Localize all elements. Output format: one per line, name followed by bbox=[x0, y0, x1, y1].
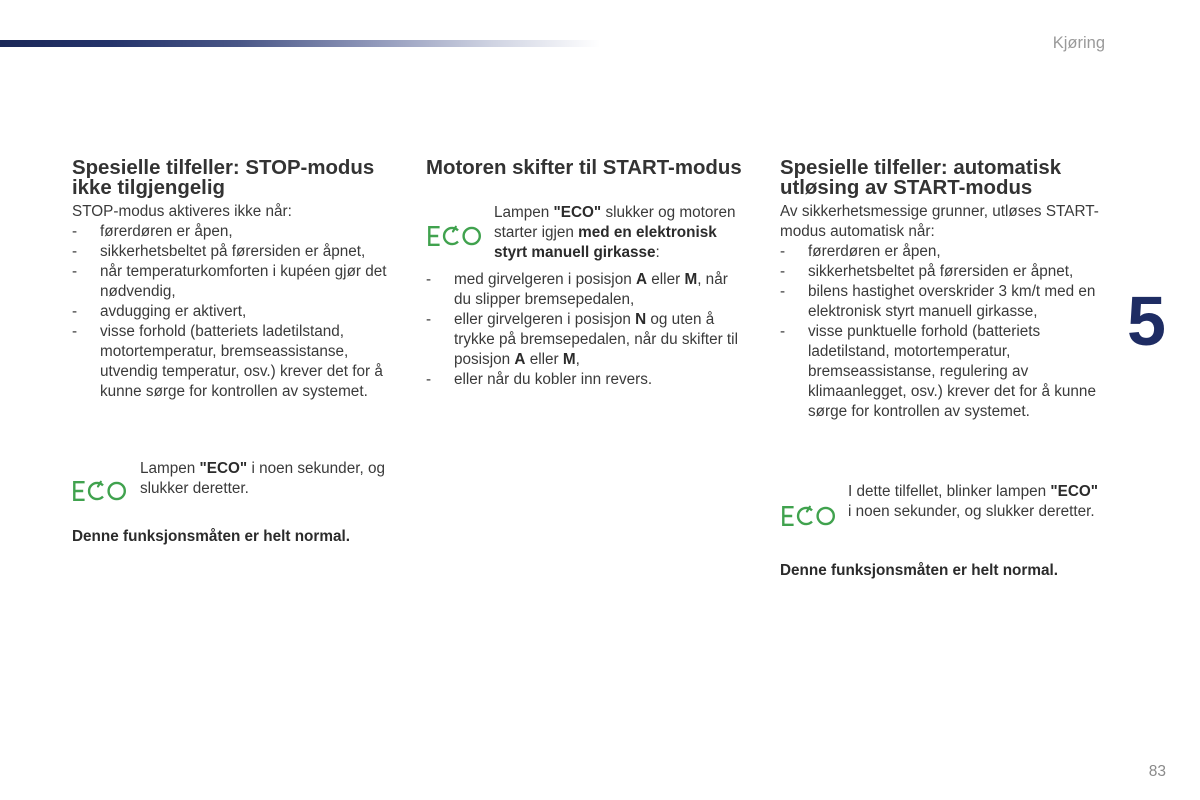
eco-label: "ECO" bbox=[1050, 483, 1099, 500]
eco-lamp-text bbox=[848, 482, 1098, 522]
list-bullet: - bbox=[780, 263, 786, 280]
list-bullet: - bbox=[426, 371, 432, 388]
list-item-text bbox=[454, 350, 738, 370]
column-stop-mode-unavailable bbox=[72, 0, 412, 800]
list-item-text: du slipper bremsepedalen, bbox=[454, 291, 635, 308]
list-bullet: - bbox=[72, 323, 78, 340]
heading-line: utløsing av START-modus bbox=[780, 177, 1033, 199]
text-segment: , når bbox=[697, 271, 728, 288]
gear-position: M bbox=[684, 271, 698, 288]
gear-position: A bbox=[514, 351, 526, 368]
gear-position: N bbox=[635, 311, 647, 328]
list-item bbox=[72, 322, 387, 402]
text-segment: posisjon bbox=[454, 351, 511, 368]
list-item bbox=[426, 370, 738, 390]
list-bullet: - bbox=[780, 283, 786, 300]
list-bullet: - bbox=[72, 303, 78, 320]
list-item-text: nødvendig, bbox=[100, 283, 176, 300]
section-heading bbox=[426, 158, 742, 178]
text-line bbox=[140, 459, 385, 479]
section-heading bbox=[780, 158, 1061, 198]
eco-icon bbox=[72, 480, 126, 502]
list-item-text: elektronisk styrt manuell girkasse, bbox=[808, 303, 1038, 320]
eco-lamp-text bbox=[140, 459, 385, 499]
eco-label: "ECO" bbox=[199, 460, 248, 477]
list-item-text: avdugging er aktivert, bbox=[100, 303, 247, 320]
list-item-text: sørge for kontrollen av systemet. bbox=[808, 403, 1030, 420]
text-segment: Lampen bbox=[494, 204, 550, 221]
list-bullet: - bbox=[780, 243, 786, 260]
bold-segment: styrt manuell girkasse bbox=[494, 244, 656, 261]
eco-label: "ECO" bbox=[553, 204, 602, 221]
text-line bbox=[494, 243, 736, 263]
intro-text: STOP-modus aktiveres ikke når: bbox=[72, 203, 292, 220]
list-item bbox=[426, 270, 738, 310]
eco-icon-o bbox=[818, 508, 834, 524]
list-item-text: eller når du kobler inn revers. bbox=[454, 371, 653, 388]
normal-operation-note: Denne funksjonsmåten er helt normal. bbox=[780, 562, 1058, 579]
heading-line: Motoren skifter til START-modus bbox=[426, 157, 742, 179]
list-item-text bbox=[454, 270, 738, 290]
column-automatic-start bbox=[780, 0, 1120, 800]
eco-icon-e bbox=[429, 227, 439, 245]
text-segment: , bbox=[575, 351, 580, 368]
text-line: slukker deretter. bbox=[140, 480, 249, 497]
heading-line: Spesielle tilfeller: automatisk bbox=[780, 157, 1062, 179]
list-item bbox=[780, 262, 1099, 282]
list-bullet: - bbox=[426, 311, 432, 328]
text-segment: starter igjen bbox=[494, 224, 574, 241]
list-item-text: motortemperatur, bremseassistanse, bbox=[100, 343, 349, 360]
list-item bbox=[72, 222, 387, 242]
list-item-text: ladetilstand, motortemperatur, bbox=[808, 343, 1011, 360]
condition-list bbox=[72, 222, 387, 402]
text-segment: eller girvelgeren i posisjon bbox=[454, 311, 631, 328]
list-item-text: når temperaturkomforten i kupéen gjør det bbox=[100, 263, 387, 280]
eco-icon bbox=[427, 225, 481, 247]
column-start-mode bbox=[426, 0, 766, 800]
text-segment: i noen sekunder, og bbox=[251, 460, 385, 477]
list-item-text: bilens hastighet overskrider 3 km/t med en bbox=[808, 283, 1096, 300]
heading-line: Spesielle tilfeller: STOP-modus bbox=[72, 157, 375, 179]
list-item-text: førerdøren er åpen, bbox=[808, 243, 941, 260]
list-item-text: trykke på bremsepedalen, når du skifter til bbox=[454, 331, 738, 348]
list-item-text: visse forhold (batteriets ladetilstand, bbox=[100, 323, 345, 340]
eco-icon-c bbox=[89, 483, 103, 499]
list-item-text: førerdøren er åpen, bbox=[100, 223, 233, 240]
text-segment: : bbox=[655, 244, 660, 261]
text-segment: eller bbox=[651, 271, 681, 288]
list-bullet: - bbox=[72, 243, 78, 260]
list-bullet: - bbox=[426, 271, 432, 288]
section-body bbox=[72, 202, 387, 402]
list-item-text: bremseassistanse, regulering av bbox=[808, 363, 1029, 380]
list-item bbox=[72, 262, 387, 302]
section-body bbox=[780, 202, 1099, 422]
section-heading bbox=[72, 158, 374, 198]
list-item bbox=[426, 310, 738, 370]
list-item-text: kunne sørge for kontrollen av systemet. bbox=[100, 383, 368, 400]
eco-icon-o bbox=[464, 228, 480, 244]
list-item-text: utvendig temperatur, osv.) krever det for å bbox=[100, 363, 383, 380]
text-segment: og uten å bbox=[650, 311, 715, 328]
text-line bbox=[494, 203, 736, 223]
list-item bbox=[72, 302, 387, 322]
text-line: modus automatisk når: bbox=[780, 223, 935, 240]
eco-icon-c bbox=[444, 228, 458, 244]
list-item-text: sikkerhetsbeltet på førersiden er åpnet, bbox=[100, 243, 366, 260]
condition-list bbox=[426, 270, 738, 390]
heading-line: ikke tilgjengelig bbox=[72, 177, 225, 199]
bold-segment: med en elektronisk bbox=[578, 224, 717, 241]
text-segment: eller bbox=[529, 351, 559, 368]
gear-position: A bbox=[635, 271, 648, 288]
list-item-text: sikkerhetsbeltet på førersiden er åpnet, bbox=[808, 263, 1074, 280]
eco-icon-e bbox=[74, 482, 84, 500]
list-item bbox=[780, 322, 1099, 422]
text-line: Av sikkerhetsmessige grunner, utløses START- bbox=[780, 203, 1099, 220]
list-item bbox=[780, 242, 1099, 262]
list-item-text bbox=[454, 310, 738, 330]
list-bullet: - bbox=[780, 323, 786, 340]
section-title: Kjøring bbox=[1052, 34, 1105, 52]
chapter-number: 5 bbox=[1127, 282, 1166, 360]
text-segment: med girvelgeren i posisjon bbox=[454, 271, 632, 288]
eco-icon-o bbox=[109, 483, 125, 499]
text-line bbox=[494, 223, 736, 243]
list-item-text: visse punktuelle forhold (batteriets bbox=[808, 323, 1041, 340]
eco-icon-c bbox=[798, 508, 812, 524]
normal-operation-note: Denne funksjonsmåten er helt normal. bbox=[72, 528, 350, 545]
text-segment: I dette tilfellet, blinker lampen bbox=[848, 483, 1047, 500]
list-bullet: - bbox=[72, 223, 78, 240]
eco-icon-e bbox=[783, 507, 793, 525]
text-line bbox=[848, 482, 1098, 502]
eco-icon bbox=[781, 505, 835, 527]
eco-lamp-text bbox=[494, 203, 736, 263]
text-segment: Lampen bbox=[140, 460, 196, 477]
gear-position: M bbox=[562, 351, 576, 368]
condition-list bbox=[780, 242, 1099, 422]
page-number: 83 bbox=[1148, 763, 1166, 780]
text-line: i noen sekunder, og slukker deretter. bbox=[848, 503, 1095, 520]
intro-text bbox=[780, 202, 1099, 242]
list-item bbox=[72, 242, 387, 262]
list-item bbox=[780, 282, 1099, 322]
list-bullet: - bbox=[72, 263, 78, 280]
text-segment: slukker og motoren bbox=[605, 204, 736, 221]
list-item-text: klimaanlegget, osv.) krever det for å kunne bbox=[808, 383, 1096, 400]
